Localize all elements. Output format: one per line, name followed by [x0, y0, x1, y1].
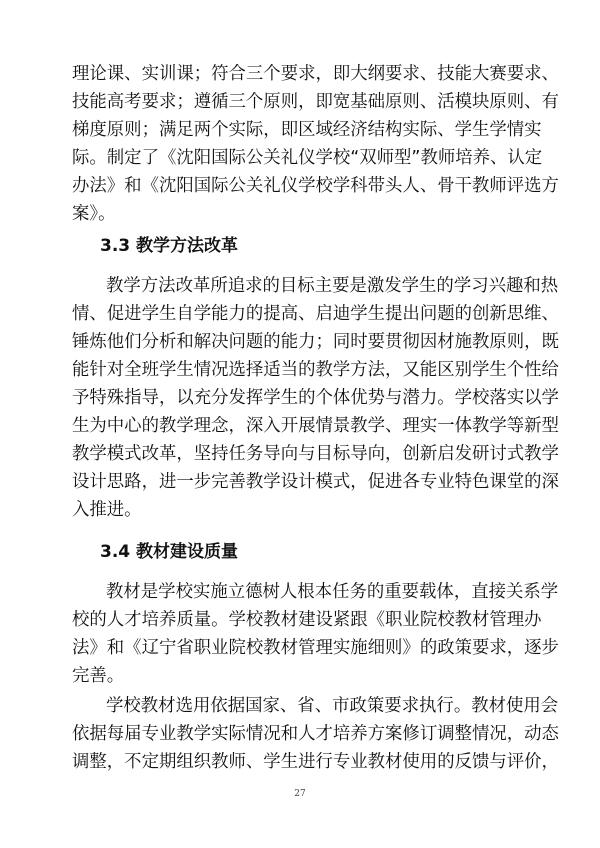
text-line: 锤炼他们分析和解决问题的能力；同时要贯彻因材施教原则，既	[72, 332, 559, 352]
text-line: 校的人才培养质量。学校教材建设紧跟《职业院校教材管理办	[72, 610, 542, 630]
text-line: 完善。	[72, 666, 125, 686]
text-line: 梯度原则；满足两个实际，即区域经济结构实际、学生学情实	[72, 120, 542, 140]
text-line: 理论课、实训课；符合三个要求，即大纲要求、技能大赛要求、	[72, 64, 559, 84]
text-line: 案》。	[72, 204, 116, 224]
text-line: 入推进。	[72, 500, 142, 520]
section-heading-3-3: 3.3 教学方法改革	[100, 236, 239, 256]
text-line: 办法》和《沈阳国际公关礼仪学校学科带头人、骨干教师评选方	[72, 176, 559, 196]
text-line: 设计思路，进一步完善教学设计模式，促进各专业特色课堂的深	[72, 472, 559, 492]
text-line: 学校教材选用依据国家、省、市政策要求执行。教材使用会	[106, 696, 559, 716]
text-line: 教学模式改革，坚持任务导向与目标导向，创新启发研讨式教学	[72, 444, 559, 464]
text-line: 调整，不定期组织教师、学生进行专业教材使用的反馈与评价，	[72, 752, 559, 772]
text-line: 依据每届专业教学实际情况和人才培养方案修订调整情况，动态	[72, 724, 559, 744]
text-line: 教材是学校实施立德树人根本任务的重要载体，直接关系学	[106, 582, 559, 602]
text-line: 法》和《辽宁省职业院校教材管理实施细则》的政策要求，逐步	[72, 638, 559, 658]
page-number: 27	[294, 789, 306, 799]
section-heading-3-4: 3.4 教材建设质量	[100, 542, 239, 562]
text-line: 生为中心的教学理念，深入开展情景教学、理实一体教学等新型	[72, 416, 559, 436]
text-line: 情、促进学生自学能力的提高、启迪学生提出问题的创新思维、	[72, 304, 559, 324]
text-line: 教学方法改革所追求的目标主要是激发学生的学习兴趣和热	[106, 276, 559, 296]
text-line: 予特殊指导，以充分发挥学生的个体优势与潜力。学校落实以学	[72, 388, 559, 408]
text-line: 际。制定了《沈阳国际公关礼仪学校“双师型”教师培养、认定	[72, 148, 543, 168]
text-line: 技能高考要求；遵循三个原则，即宽基础原则、活模块原则、有	[72, 92, 559, 112]
text-line: 能针对全班学生情况选择适当的教学方法，又能区别学生个性给	[72, 360, 559, 380]
